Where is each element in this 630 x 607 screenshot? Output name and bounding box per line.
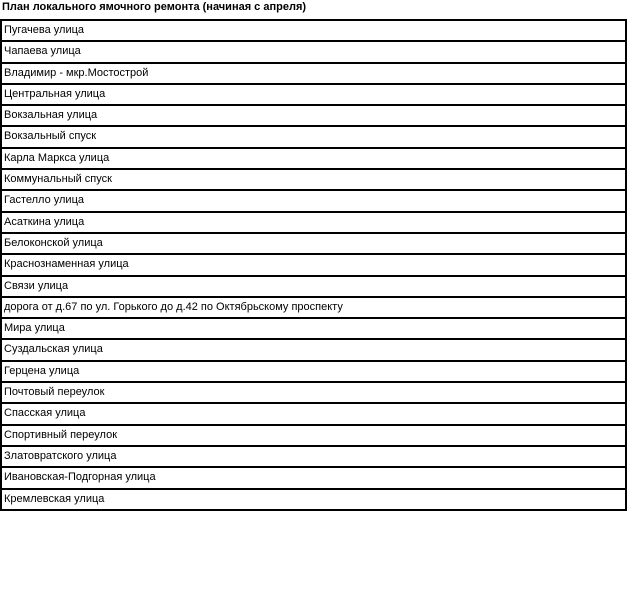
- street-table: [0, 19, 627, 511]
- table-row: [1, 105, 626, 126]
- street-name-cell: Центральная улица: [1, 84, 626, 105]
- table-row: [1, 489, 626, 510]
- table-row: [1, 446, 626, 467]
- table-row: [1, 318, 626, 339]
- street-name-cell: Спортивный переулок: [1, 425, 626, 446]
- street-name-cell: Коммунальный спуск: [1, 169, 626, 190]
- table-row: [1, 212, 626, 233]
- street-name-cell: Гастелло улица: [1, 190, 626, 211]
- street-name-cell: Спасская улица: [1, 403, 626, 424]
- table-row: [1, 190, 626, 211]
- table-row: [1, 297, 626, 318]
- street-name-cell: Белоконской улица: [1, 233, 626, 254]
- table-row: [1, 339, 626, 360]
- table-row: [1, 382, 626, 403]
- street-name-cell: Вокзальный спуск: [1, 126, 626, 147]
- table-row: [1, 148, 626, 169]
- street-name-cell: Герцена улица: [1, 361, 626, 382]
- table-row: [1, 276, 626, 297]
- street-name-cell: Владимир - мкр.Мостострой: [1, 63, 626, 84]
- street-name-cell: Пугачева улица: [1, 20, 626, 41]
- street-name-cell: Вокзальная улица: [1, 105, 626, 126]
- table-row: [1, 254, 626, 275]
- table-row: [1, 425, 626, 446]
- table-row: [1, 20, 626, 41]
- table-row: [1, 403, 626, 424]
- document-title: План локального ямочного ремонта (начиная с апреля): [2, 1, 307, 13]
- table-row: [1, 126, 626, 147]
- table-row: [1, 169, 626, 190]
- street-name-cell: Ивановская-Подгорная улица: [1, 467, 626, 488]
- table-row: [1, 233, 626, 254]
- street-name-cell: Краснознаменная улица: [1, 254, 626, 275]
- street-table-body: [1, 20, 626, 510]
- street-name-cell: Мира улица: [1, 318, 626, 339]
- table-row: [1, 84, 626, 105]
- street-name-cell: Связи улица: [1, 276, 626, 297]
- table-row: [1, 63, 626, 84]
- street-name-cell: Асаткина улица: [1, 212, 626, 233]
- street-name-cell: Почтовый переулок: [1, 382, 626, 403]
- street-name-cell: дорога от д.67 по ул. Горького до д.42 по Октябрьскому проспекту: [1, 297, 626, 318]
- table-row: [1, 361, 626, 382]
- street-name-cell: Кремлевская улица: [1, 489, 626, 510]
- table-row: [1, 41, 626, 62]
- street-name-cell: Чапаева улица: [1, 41, 626, 62]
- street-name-cell: Златовратского улица: [1, 446, 626, 467]
- street-name-cell: Суздальская улица: [1, 339, 626, 360]
- table-row: [1, 467, 626, 488]
- street-name-cell: Карла Маркса улица: [1, 148, 626, 169]
